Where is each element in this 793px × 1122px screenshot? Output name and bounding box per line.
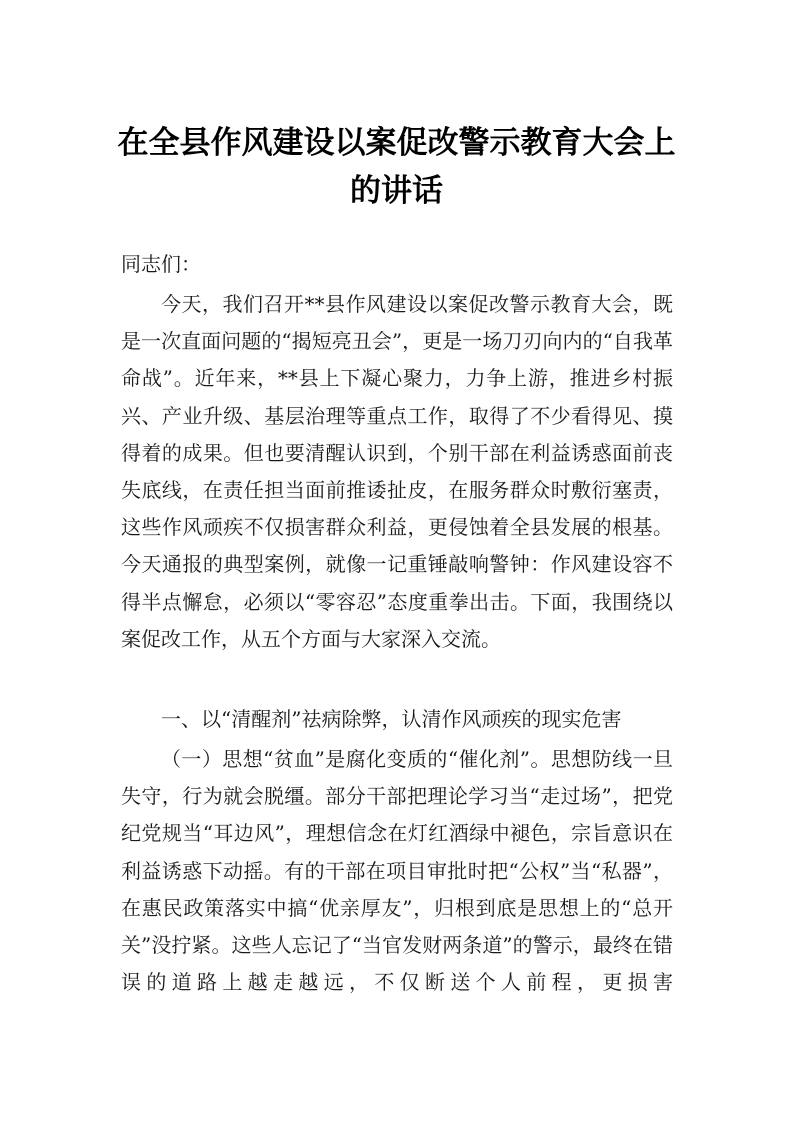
document-title-line-2: 的讲话 — [350, 173, 443, 209]
paragraph-section-1-1: （一）思想“贫血”是腐化变质的“催化剂”。思想防线一旦失守，行为就会脱缰。部分干部把理论学习当“走过场”，把党纪党规当“耳边风”，理想信念在灯红酒绿中褪色，宗旨意识在利益诱惑下动摇。有的干部在项目审批时把“公权”当“私器”，在惠民政策落实中搞“优亲厚友”，归根到底是思想上的“总开关”没拧紧。这些人忘记了“当官发财两条道”的警示，最终在错误的道路上越走越远，不仅断送个人前程，更损害 — [121, 747, 673, 995]
section-heading-1: 一、以“清醒剂”祛病除弊，认清作风顽疾的现实危害 — [161, 707, 622, 731]
salutation: 同志们： — [121, 252, 201, 276]
paragraph-opening: 今天，我们召开**县作风建设以案促改警示教育大会，既是一次直面问题的“揭短亮丑会”，更是一场刀刃向内的“自我革命战”。近年来，**县上下凝心聚力，力争上游，推进乡村振兴、产业升级、基层治理等重点工作，取得了不少看得见、摸得着的成果。但也要清醒认识到，个别干部在利益诱惑面前丧失底线，在责任担当面前推诿扯皮，在服务群众时敷衍塞责，这些作风顽疾不仅损害群众利益，更侵蚀着全县发展的根基。今天通报的典型案例，就像一记重锤敲响警钟：作风建设容不得半点懈怠，必须以“零容忍”态度重拳出击。下面，我围绕以案促改工作，从五个方面与大家深入交流。 — [121, 292, 673, 651]
document-title-line-1: 在全县作风建设以案促改警示教育大会上 — [117, 125, 676, 161]
